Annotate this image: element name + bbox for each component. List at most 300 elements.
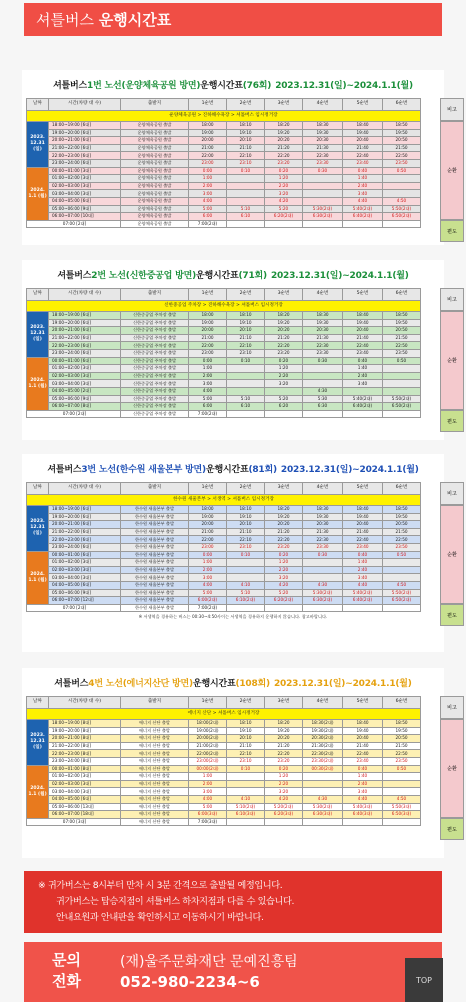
column-header: 4순번: [303, 697, 343, 709]
departure-time-cell: [227, 818, 265, 826]
departure-time-cell: 6:30(3대): [303, 811, 343, 819]
departure-time-cell: [383, 773, 421, 781]
departure-time-cell: 5:00: [189, 395, 227, 403]
column-header: 5순번: [343, 289, 383, 301]
departure-time-cell: 22:50: [383, 152, 421, 160]
departure-time-cell: 5:50(3대): [383, 803, 421, 811]
departure-time-cell: 19:10: [227, 513, 265, 521]
departure-time-cell: 4:50: [383, 197, 421, 205]
departure-time-cell: 0:10: [227, 167, 265, 175]
notice-line: 귀가버스는 탑승지점이 셔틀버스 하차지점과 다를 수 있습니다.: [56, 896, 294, 907]
departure-time-cell: 3:40: [343, 380, 383, 388]
departure-cell: 신한중공업 주차장 출발: [121, 327, 189, 335]
column-header: 2순번: [227, 99, 265, 111]
time-range-cell: 19:00~20:00 [8대]: [49, 727, 121, 735]
departure-time-cell: 22:20: [265, 536, 303, 544]
departure-cell: 한수원 새울본부 출발: [121, 581, 189, 589]
departure-cell: 한수원 새울본부 출발: [121, 543, 189, 551]
table-row: [27, 742, 421, 750]
departure-time-cell: [303, 182, 343, 190]
departure-time-cell: [265, 387, 303, 395]
time-range-cell: 06:00~07:00 [12대]: [49, 597, 121, 605]
departure-time-cell: 19:40: [343, 129, 383, 137]
table-row: [27, 152, 421, 160]
departure-time-cell: 23:50: [383, 757, 421, 765]
departure-time-cell: 21:10: [227, 144, 265, 152]
departure-cell: 한수원 새울본부 출발: [121, 551, 189, 559]
remarks-header: 비고: [440, 482, 464, 505]
time-range-cell: 07:00 [2대]: [27, 410, 121, 418]
departure-cell: 에너지 산단 출발: [121, 795, 189, 803]
departure-time-cell: 23:10: [227, 543, 265, 551]
departure-cell: 신한중공업 주차장 출발: [121, 403, 189, 411]
remark-loop: 순환: [440, 121, 464, 220]
time-range-cell: 03:00~04:00 [3대]: [49, 574, 121, 582]
departure-time-cell: 4:30: [303, 795, 343, 803]
departure-time-cell: 20:10: [227, 137, 265, 145]
departure-time-cell: 20:30: [303, 521, 343, 529]
departure-time-cell: 19:10: [227, 129, 265, 137]
departure-cell: 운양체육공원 출발: [121, 137, 189, 145]
departure-time-cell: 22:50: [383, 750, 421, 758]
departure-time-cell: 0:30: [303, 551, 343, 559]
departure-time-cell: 6:50(2대): [383, 403, 421, 411]
departure-time-cell: 20:50: [383, 521, 421, 529]
column-header: 날짜: [27, 697, 49, 709]
departure-time-cell: 0:50: [383, 551, 421, 559]
table-row: [27, 780, 421, 788]
departure-time-cell: 19:50: [383, 129, 421, 137]
timetable: [26, 98, 421, 228]
departure-time-cell: 1:00: [189, 365, 227, 373]
column-header: 출발지: [121, 289, 189, 301]
departure-cell: 에너지 산단 출발: [121, 765, 189, 773]
departure-time-cell: 22:50: [383, 342, 421, 350]
departure-time-cell: 21:10: [227, 528, 265, 536]
departure-time-cell: 23:30: [303, 543, 343, 551]
departure-time-cell: 2:00: [189, 566, 227, 574]
departure-time-cell: 22:20: [265, 152, 303, 160]
departure-time-cell: 0:50: [383, 765, 421, 773]
departure-time-cell: 5:10: [227, 205, 265, 213]
departure-time-cell: 18:30: [303, 506, 343, 514]
departure-time-cell: 18:20: [265, 312, 303, 320]
departure-cell: 에너지 산단 출발: [121, 788, 189, 796]
departure-time-cell: 2:20: [265, 372, 303, 380]
table-row: [27, 175, 421, 183]
departure-time-cell: 19:20: [265, 727, 303, 735]
departure-cell: 에너지 산단 출발: [121, 818, 189, 826]
departure-time-cell: [383, 365, 421, 373]
departure-time-cell: 0:40: [343, 167, 383, 175]
departure-time-cell: 6:00(2대): [189, 597, 227, 605]
departure-time-cell: 23:30: [303, 159, 343, 167]
departure-time-cell: [227, 788, 265, 796]
time-range-cell: 01:00~02:00 [3대]: [49, 773, 121, 781]
departure-time-cell: 5:30(2대): [303, 205, 343, 213]
time-range-cell: 23:00~24:00 [8대]: [49, 757, 121, 765]
departure-time-cell: [227, 190, 265, 198]
departure-time-cell: 6:20(2대): [265, 597, 303, 605]
table-row: [27, 574, 421, 582]
time-range-cell: 03:00~04:00 [3대]: [49, 380, 121, 388]
departure-time-cell: 23:20: [265, 543, 303, 551]
column-header: 4순번: [303, 483, 343, 495]
table-row: [27, 727, 421, 735]
departure-time-cell: 6:50(2대): [383, 597, 421, 605]
departure-time-cell: 21:00: [189, 334, 227, 342]
departure-time-cell: [343, 410, 383, 418]
departure-time-cell: [227, 559, 265, 567]
departure-time-cell: 6:20: [265, 403, 303, 411]
departure-time-cell: 19:50: [383, 319, 421, 327]
departure-time-cell: 6:00: [189, 403, 227, 411]
table-row: [27, 811, 421, 819]
departure-time-cell: 23:40: [343, 349, 383, 357]
departure-time-cell: 2:20: [265, 182, 303, 190]
departure-time-cell: [227, 574, 265, 582]
departure-time-cell: 18:00: [189, 506, 227, 514]
time-range-cell: 19:00~20:00 [6대]: [49, 129, 121, 137]
time-range-cell: 22:00~23:00 [6대]: [49, 342, 121, 350]
departure-cell: 운양체육공원 출발: [121, 182, 189, 190]
departure-time-cell: 23:50: [383, 543, 421, 551]
departure-time-cell: 18:10: [227, 506, 265, 514]
departure-cell: 한수원 새울본부 출발: [121, 513, 189, 521]
date-cell: 2024. 1.1 (월): [27, 765, 49, 818]
departure-time-cell: 5:00: [189, 205, 227, 213]
departure-time-cell: 20:20: [265, 521, 303, 529]
departure-time-cell: 20:20: [265, 735, 303, 743]
departure-time-cell: 4:00: [189, 197, 227, 205]
time-range-cell: 18:00~19:00 [6대]: [49, 312, 121, 320]
departure-time-cell: 5:40(2대): [343, 395, 383, 403]
route-path: 신한중공업 주차장 > 진하해수욕장 > 셔틀버스 임시정거장: [27, 301, 421, 312]
departure-time-cell: 18:40: [343, 506, 383, 514]
departure-time-cell: 2:40: [343, 372, 383, 380]
remark-oneway: 편도: [440, 604, 464, 626]
departure-time-cell: [303, 220, 343, 228]
scroll-top-button[interactable]: TOP: [405, 958, 443, 1002]
date-cell: 2024. 1.1 (월): [27, 551, 49, 604]
time-range-cell: 05:00~06:00 [9대]: [49, 589, 121, 597]
departure-time-cell: 20:00: [189, 521, 227, 529]
departure-cell: 한수원 새울본부 출발: [121, 506, 189, 514]
departure-time-cell: [383, 410, 421, 418]
departure-cell: 신한중공업 주차장 출발: [121, 312, 189, 320]
departure-cell: 에너지 산단 출발: [121, 720, 189, 728]
departure-cell: 운양체육공원 출발: [121, 213, 189, 221]
departure-time-cell: [265, 818, 303, 826]
column-header: 5순번: [343, 99, 383, 111]
table-row: [27, 566, 421, 574]
time-range-cell: 04:00~05:00 [6대]: [49, 581, 121, 589]
departure-time-cell: 5:20: [265, 205, 303, 213]
departure-cell: 운양체육공원 출발: [121, 220, 189, 228]
column-header: 시간(차량 대 수): [49, 99, 121, 111]
departure-time-cell: 6:40(2대): [343, 403, 383, 411]
column-header: 날짜: [27, 289, 49, 301]
table-row: [27, 803, 421, 811]
notice-line: ※ 귀가버스는 8시부터 만차 시 3분 간격으로 출발될 예정입니다.: [38, 880, 283, 891]
departure-cell: 에너지 산단 출발: [121, 811, 189, 819]
table-row: [27, 506, 421, 514]
departure-time-cell: 18:30(2대): [303, 720, 343, 728]
departure-time-cell: 19:30: [303, 513, 343, 521]
departure-time-cell: 6:00: [189, 213, 227, 221]
departure-time-cell: [383, 574, 421, 582]
departure-time-cell: 2:20: [265, 780, 303, 788]
departure-time-cell: 22:40: [343, 152, 383, 160]
departure-time-cell: [227, 387, 265, 395]
departure-time-cell: 3:20: [265, 380, 303, 388]
departure-time-cell: [383, 380, 421, 388]
departure-time-cell: 20:00: [189, 327, 227, 335]
departure-time-cell: [265, 410, 303, 418]
departure-time-cell: 21:30: [303, 334, 343, 342]
departure-time-cell: 7:00(2대): [189, 410, 227, 418]
route-path: 한수원 새울본부 > 서생역 > 셔틀버스 임시정거장: [27, 495, 421, 506]
time-range-cell: 05:00~06:00 [9대]: [49, 395, 121, 403]
time-range-cell: 00:00~01:00 [3대]: [49, 167, 121, 175]
departure-cell: 운양체육공원 출발: [121, 175, 189, 183]
column-header: 1순번: [189, 99, 227, 111]
departure-time-cell: 7:00(3대): [189, 818, 227, 826]
time-range-cell: 22:00~23:00 [6대]: [49, 152, 121, 160]
table-row: [27, 543, 421, 551]
time-range-cell: 23:00~24:00 [6대]: [49, 349, 121, 357]
table-row: [27, 604, 421, 612]
departure-cell: 한수원 새울본부 출발: [121, 559, 189, 567]
departure-time-cell: 3:00: [189, 574, 227, 582]
departure-cell: 한수원 새울본부 출발: [121, 604, 189, 612]
departure-time-cell: [383, 190, 421, 198]
departure-time-cell: 23:10: [227, 757, 265, 765]
contact-phone[interactable]: 052-980-2234~6: [120, 973, 260, 991]
column-header: 6순번: [383, 99, 421, 111]
table-row: [27, 205, 421, 213]
departure-time-cell: [227, 220, 265, 228]
table-row: [27, 589, 421, 597]
departure-cell: 한수원 새울본부 출발: [121, 574, 189, 582]
time-range-cell: 04:00~05:00 [6대]: [49, 795, 121, 803]
time-range-cell: 07:00 [3대]: [27, 818, 121, 826]
departure-time-cell: 0:50: [383, 357, 421, 365]
departure-time-cell: [227, 197, 265, 205]
departure-time-cell: 5:50(2대): [383, 395, 421, 403]
departure-time-cell: 20:10: [227, 735, 265, 743]
departure-time-cell: 23:00: [189, 349, 227, 357]
table-row: [27, 536, 421, 544]
contact-label: 문의 전화: [52, 951, 81, 990]
departure-time-cell: 18:20: [265, 122, 303, 130]
departure-time-cell: 22:00: [189, 342, 227, 350]
departure-time-cell: 1:20: [265, 773, 303, 781]
departure-time-cell: 22:00(2대): [189, 750, 227, 758]
departure-time-cell: 21:20: [265, 528, 303, 536]
departure-time-cell: 5:10(2대): [227, 803, 265, 811]
departure-time-cell: 5:50(2대): [383, 589, 421, 597]
departure-time-cell: 21:10: [227, 334, 265, 342]
departure-time-cell: 0:00: [189, 357, 227, 365]
departure-time-cell: 22:40: [343, 342, 383, 350]
departure-time-cell: 21:00: [189, 144, 227, 152]
departure-cell: 한수원 새울본부 출발: [121, 528, 189, 536]
departure-time-cell: [227, 410, 265, 418]
time-range-cell: 02:00~03:00 [3대]: [49, 780, 121, 788]
departure-cell: 에너지 산단 출발: [121, 727, 189, 735]
departure-time-cell: [343, 818, 383, 826]
timetable: [26, 482, 421, 612]
column-header: 4순번: [303, 99, 343, 111]
departure-time-cell: [265, 604, 303, 612]
departure-time-cell: 4:50: [383, 795, 421, 803]
time-range-cell: 18:00~19:00 [6대]: [49, 506, 121, 514]
table-row: [27, 357, 421, 365]
timetable-title: 셔틀버스 1번 노선(운양체육공원 방면) 운행시간표 (76회) 2023.12.31(일)~2024.1.1(월): [53, 80, 413, 91]
column-header: 날짜: [27, 483, 49, 495]
departure-time-cell: 20:50: [383, 735, 421, 743]
departure-time-cell: 4:10: [227, 581, 265, 589]
column-header: 1순번: [189, 697, 227, 709]
departure-time-cell: 18:40: [343, 122, 383, 130]
departure-time-cell: 4:30: [303, 581, 343, 589]
table-row: [27, 220, 421, 228]
table-row: [27, 372, 421, 380]
departure-time-cell: 23:00(2대): [189, 757, 227, 765]
departure-time-cell: 0:10: [227, 765, 265, 773]
departure-cell: 에너지 산단 출발: [121, 803, 189, 811]
time-range-cell: 18:00~19:00 [6대]: [49, 122, 121, 130]
time-range-cell: 21:00~22:00 [6대]: [49, 528, 121, 536]
departure-time-cell: 20:50: [383, 327, 421, 335]
departure-time-cell: [303, 372, 343, 380]
departure-time-cell: 3:40: [343, 788, 383, 796]
departure-time-cell: [343, 387, 383, 395]
departure-cell: 신한중공업 주차장 출발: [121, 357, 189, 365]
contact-bar: [24, 942, 442, 1002]
departure-time-cell: 20:30(2대): [303, 735, 343, 743]
time-range-cell: 01:00~02:00 [3대]: [49, 559, 121, 567]
departure-cell: 신한중공업 주차장 출발: [121, 349, 189, 357]
timetable: [26, 288, 421, 418]
departure-time-cell: 18:10: [227, 312, 265, 320]
table-row: [27, 167, 421, 175]
departure-time-cell: 7:00(2대): [189, 604, 227, 612]
departure-time-cell: 21:00: [189, 528, 227, 536]
departure-cell: 에너지 산단 출발: [121, 773, 189, 781]
departure-cell: 운양체육공원 출발: [121, 159, 189, 167]
departure-time-cell: 23:40: [343, 543, 383, 551]
table-row: [27, 144, 421, 152]
departure-cell: 신한중공업 주차장 출발: [121, 387, 189, 395]
departure-cell: 신한중공업 주차장 출발: [121, 410, 189, 418]
departure-time-cell: 18:40: [343, 312, 383, 320]
departure-cell: 운양체육공원 출발: [121, 152, 189, 160]
departure-cell: 한수원 새울본부 출발: [121, 589, 189, 597]
departure-time-cell: [303, 788, 343, 796]
departure-time-cell: [303, 780, 343, 788]
column-header: 3순번: [265, 289, 303, 301]
departure-time-cell: [383, 387, 421, 395]
table-row: [27, 765, 421, 773]
departure-time-cell: [265, 220, 303, 228]
departure-time-cell: 0:50: [383, 167, 421, 175]
departure-time-cell: 21:40: [343, 144, 383, 152]
departure-time-cell: 20:40: [343, 327, 383, 335]
departure-time-cell: 20:10: [227, 521, 265, 529]
departure-time-cell: 00:00(2대): [189, 765, 227, 773]
departure-time-cell: 21:40: [343, 742, 383, 750]
departure-time-cell: 18:10: [227, 720, 265, 728]
departure-cell: 한수원 새울본부 출발: [121, 536, 189, 544]
departure-cell: 한수원 새울본부 출발: [121, 597, 189, 605]
departure-time-cell: 6:10(3대): [227, 811, 265, 819]
column-header: 1순번: [189, 289, 227, 301]
time-range-cell: 05:00~06:00 [9대]: [49, 205, 121, 213]
departure-time-cell: 18:00(2대): [189, 720, 227, 728]
departure-time-cell: 1:40: [343, 773, 383, 781]
departure-cell: 에너지 산단 출발: [121, 742, 189, 750]
date-cell: 2023. 12.31 (일): [27, 312, 49, 358]
remarks-header: 비고: [440, 696, 464, 719]
departure-time-cell: 3:00: [189, 788, 227, 796]
departure-time-cell: [303, 365, 343, 373]
departure-time-cell: 21:50: [383, 528, 421, 536]
departure-time-cell: [383, 604, 421, 612]
table-row: [27, 349, 421, 357]
departure-cell: 한수원 새울본부 출발: [121, 521, 189, 529]
timetable-panel: [22, 454, 457, 652]
departure-time-cell: 2:40: [343, 182, 383, 190]
departure-time-cell: 3:00: [189, 380, 227, 388]
departure-time-cell: 1:00: [189, 559, 227, 567]
departure-time-cell: 18:30: [303, 312, 343, 320]
table-row: [27, 528, 421, 536]
departure-time-cell: 22:30: [303, 342, 343, 350]
departure-time-cell: 23:50: [383, 349, 421, 357]
time-range-cell: 23:00~24:00 [6대]: [49, 543, 121, 551]
departure-time-cell: [227, 365, 265, 373]
departure-time-cell: 6:30: [303, 403, 343, 411]
departure-time-cell: 2:00: [189, 780, 227, 788]
departure-time-cell: 3:20: [265, 788, 303, 796]
departure-time-cell: 19:10: [227, 727, 265, 735]
departure-time-cell: 4:10: [227, 795, 265, 803]
column-header: 3순번: [265, 99, 303, 111]
departure-cell: 운양체육공원 출발: [121, 167, 189, 175]
date-cell: 2023. 12.31 (일): [27, 506, 49, 552]
departure-time-cell: 20:20: [265, 327, 303, 335]
column-header: 2순번: [227, 483, 265, 495]
table-row: [27, 159, 421, 167]
table-row: [27, 551, 421, 559]
departure-time-cell: [383, 372, 421, 380]
table-row: [27, 581, 421, 589]
departure-time-cell: 1:40: [343, 175, 383, 183]
departure-time-cell: 22:40: [343, 536, 383, 544]
departure-time-cell: 21:30(2대): [303, 742, 343, 750]
departure-time-cell: 19:30: [303, 129, 343, 137]
departure-time-cell: 23:40: [343, 159, 383, 167]
departure-time-cell: [227, 380, 265, 388]
departure-time-cell: 5:10: [227, 589, 265, 597]
column-header: 시간(차량 대 수): [49, 697, 121, 709]
departure-time-cell: 22:40: [343, 750, 383, 758]
departure-time-cell: [303, 380, 343, 388]
departure-time-cell: 18:50: [383, 506, 421, 514]
remark-oneway: 편도: [440, 220, 464, 242]
